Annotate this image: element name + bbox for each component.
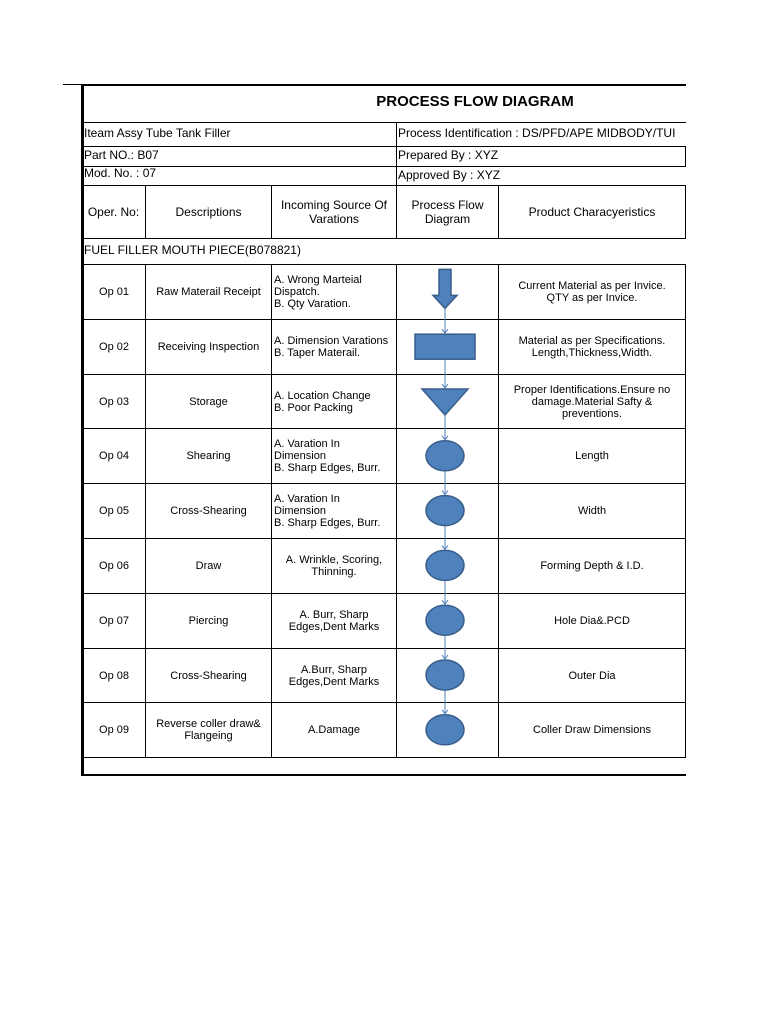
op-number: Op 04 — [99, 450, 129, 462]
col-header-product: Product Characyeristics — [528, 205, 656, 219]
operation-description: Raw Materail Receipt — [156, 286, 261, 298]
incoming-variation: A. Wrong Marteial Dispatch. B. Qty Varation. — [274, 274, 362, 310]
flow-operation-circle-icon — [426, 496, 464, 526]
flow-inspection-rect-icon — [415, 334, 475, 359]
frame-top-line — [81, 84, 686, 86]
incoming-variation: A. Location Change B. Poor Packing — [274, 390, 371, 414]
col-header-descriptions: Descriptions — [175, 205, 242, 219]
incoming-variation: A. Varation In Dimension B. Sharp Edges, Burr. — [274, 438, 381, 474]
operation-description: Piercing — [188, 615, 229, 627]
operation-description: Shearing — [186, 450, 231, 462]
product-characteristic: Forming Depth & I.D. — [540, 560, 644, 572]
product-characteristic: Width — [577, 505, 607, 517]
approved-by: Approved By : XYZ — [398, 168, 501, 182]
column-line — [685, 264, 686, 757]
incoming-variation: A.Burr, Sharp Edges,Dent Marks — [288, 664, 380, 688]
header-bottom-line — [82, 238, 686, 239]
incoming-variation: A.Damage — [308, 724, 360, 736]
info-line-2 — [82, 146, 686, 147]
op-number: Op 07 — [99, 615, 129, 627]
product-characteristic: Length — [575, 450, 609, 462]
flow-operation-circle-icon — [426, 441, 464, 471]
top-left-stub-line — [63, 84, 83, 85]
info-line-1 — [82, 122, 686, 123]
process-identification: Process Identification : DS/PFD/APE MIDBODY/TUI — [398, 127, 676, 140]
op-number: Op 02 — [99, 341, 129, 353]
operation-description: Cross-Shearing — [170, 670, 247, 682]
flow-storage-triangle-icon — [422, 389, 468, 415]
operation-description: Draw — [195, 560, 222, 572]
operation-description: Cross-Shearing — [170, 505, 247, 517]
op-number: Op 09 — [99, 724, 129, 736]
header-col-5 — [685, 185, 686, 239]
col-header-oper-no: Oper. No: — [87, 205, 140, 219]
product-characteristic: Hole Dia&.PCD — [554, 615, 630, 627]
operation-description: Receiving Inspection — [157, 341, 260, 353]
op-number: Op 01 — [99, 286, 129, 298]
incoming-variation: A. Wrinkle, Scoring, Thinning. — [285, 554, 383, 578]
op-number: Op 05 — [99, 505, 129, 517]
product-characteristic: Material as per Specifications. Length,Thickness,Width. — [518, 335, 666, 359]
info-divider — [396, 122, 397, 185]
product-characteristic: Coller Draw Dimensions — [533, 724, 651, 736]
product-characteristic: Outer Dia — [568, 670, 616, 682]
process-flow-diagram — [397, 264, 498, 758]
row-line-op — [82, 757, 146, 758]
product-characteristic: Proper Identifications.Ensure no damage.Material Safty & preventions. — [513, 384, 671, 420]
op-number: Op 08 — [99, 670, 129, 682]
operation-description: Storage — [189, 396, 228, 408]
flow-arrow-down-icon — [433, 269, 457, 308]
page-title: PROCESS FLOW DIAGRAM — [376, 93, 574, 110]
info-right-border — [685, 146, 686, 166]
operation-description: Reverse coller draw& Flangeing — [156, 718, 261, 742]
item-name: Iteam Assy Tube Tank Filler — [84, 126, 231, 140]
col-header-flow: Process Flow Diagram — [411, 198, 484, 226]
section-label: FUEL FILLER MOUTH PIECE(B078821) — [84, 243, 301, 257]
flow-operation-circle-icon — [426, 660, 464, 690]
part-number: Part NO.: B07 — [84, 148, 159, 162]
flow-operation-circle-icon — [426, 605, 464, 635]
flow-operation-circle-icon — [426, 715, 464, 745]
incoming-variation: A. Burr, Sharp Edges,Dent Marks — [288, 609, 380, 633]
frame-bottom-line — [81, 774, 686, 776]
col-header-incoming: Incoming Source Of Varations — [280, 198, 388, 226]
incoming-variation: A. Varation In Dimension B. Sharp Edges, Burr. — [274, 493, 381, 529]
flow-operation-circle-icon — [426, 550, 464, 580]
prepared-by: Prepared By : XYZ — [398, 148, 499, 162]
op-number: Op 06 — [99, 560, 129, 572]
mod-number: Mod. No. : 07 — [84, 166, 157, 180]
incoming-variation: A. Dimension Varations B. Taper Materail. — [274, 335, 389, 359]
op-number: Op 03 — [99, 396, 129, 408]
product-characteristic: Current Material as per Invice. QTY as per Invice. — [518, 280, 666, 304]
info-line-3 — [82, 166, 686, 167]
